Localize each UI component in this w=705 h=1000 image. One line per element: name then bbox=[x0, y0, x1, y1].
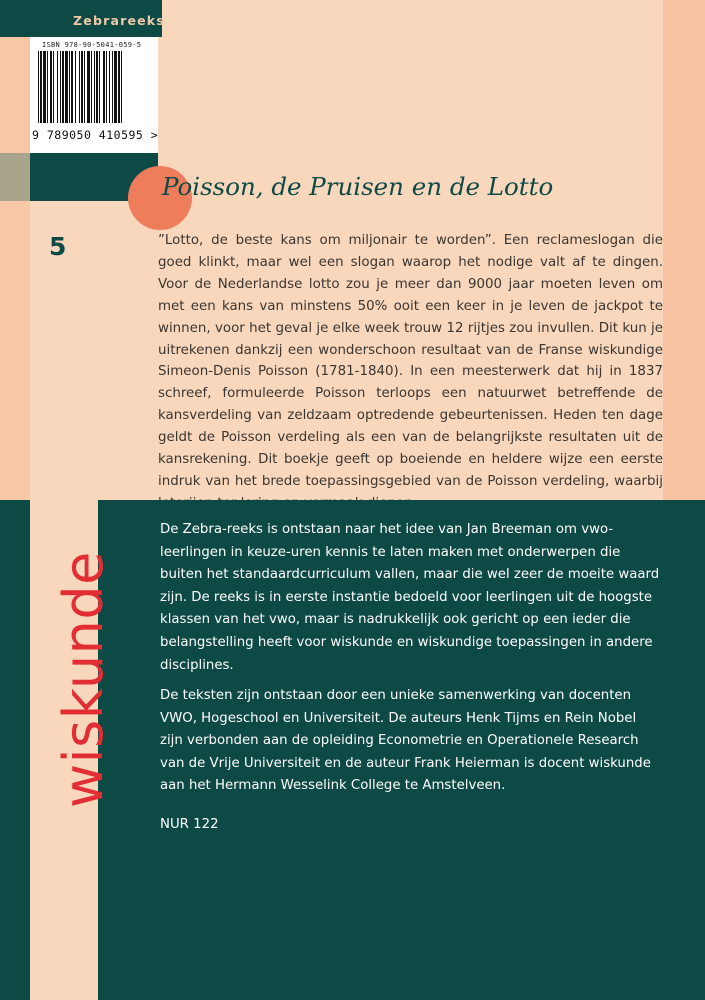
left-stripe bbox=[0, 0, 30, 500]
barcode-bar bbox=[53, 51, 54, 123]
barcode-bar bbox=[43, 51, 46, 123]
barcode-bar bbox=[60, 51, 61, 123]
barcode-bar bbox=[106, 51, 107, 123]
intro-text: ”Lotto, de beste kans om miljonair te worden”. Een reclameslogan die goed klinkt, maar wel een slogan waarop het nodige valt af te dingen. Voor de Nederlandse lotto zou je meer dan 9000 jaar moeten leven om met een kans van minstens 50% ooit een keer in je leven de jackpot te winnen, voor het geval je elke week trouw 12 rijtjes zou invullen. Dit kun je uitrekenen dankzij een wonderschoon resultaat van de Franse wiskundige Simeon-Denis Poisson (1781-1840). In een meesterwerk dat hij in 1837 schreef, formuleerde Poisson terloops een natuurwet betreffende de kansverdeling van zeldzaam optredende gebeurtenissen. Heden ten dage geldt de Poisson verdeling als een van de belangrijkste resultaten uit de kansrekening. Dit boekje geeft op boeiende en heldere wijze een eerste indruk van het brede toepassingsgebied van de Poisson verdeling, waarbij bbox=[158, 233, 663, 489]
volume-number: 5 bbox=[49, 232, 67, 261]
barcode-bar bbox=[57, 51, 58, 123]
barcode-bar bbox=[69, 51, 70, 123]
authors-description: De teksten zijn ontstaan door een unieke samenwerking van docenten VWO, Hogeschool en Universiteit. De auteurs Henk Tijms en Rein Nobel zijn verbonden aan de opleiding Econometrie en Operationele Research van de Vrije Universiteit en de auteur Frank Heierman is docent wiskunde aan het Hermann Wesselink College te Amstelveen. bbox=[160, 688, 651, 794]
barcode-bar bbox=[91, 51, 92, 123]
barcode-bar bbox=[87, 51, 90, 123]
subject-label: wiskunde bbox=[52, 551, 115, 808]
barcode-bar bbox=[84, 51, 85, 123]
barcode-bar bbox=[103, 51, 105, 123]
barcode-bar bbox=[94, 51, 95, 123]
barcode-bar bbox=[71, 51, 73, 123]
barcode-bar bbox=[50, 51, 52, 123]
series-label: Zebrareeks bbox=[73, 13, 165, 28]
barcode-bar bbox=[62, 51, 64, 123]
series-description: De Zebra-reeks is ontstaan naar het idee van Jan Breeman om vwo-leerlingen in keuze-uren kennis te laten maken met onderwerpen die buiten het standaardcurriculum vallen, maar die wel zeer de moeite waard zijn. De reeks is in eerste instantie bedoeld voor leerlingen uit de hoogste klassen van het vwo, maar is nadrukkelijk ook gericht op een ieder die belangstelling heeft voor wiskunde en wiskundige toepassingen in andere disciplines. bbox=[160, 522, 660, 673]
barcode-bar bbox=[81, 51, 83, 123]
right-stripe bbox=[663, 0, 705, 500]
isbn-text: ISBN 978-90-5041-059-5 bbox=[42, 41, 142, 49]
barcode-bar bbox=[79, 51, 80, 123]
barcode-bar bbox=[96, 51, 98, 123]
barcode-bar bbox=[65, 51, 68, 123]
barcode-bar bbox=[121, 51, 122, 123]
color-block bbox=[0, 201, 30, 249]
barcode-bar bbox=[38, 51, 39, 123]
barcode-bar bbox=[114, 51, 117, 123]
barcode-bar bbox=[99, 51, 100, 123]
barcode-digits: 9 789050 410595 > bbox=[32, 128, 159, 142]
barcode-bar bbox=[40, 51, 42, 123]
barcode-bar bbox=[109, 51, 110, 123]
barcode-bar bbox=[112, 51, 113, 123]
book-title: Poisson, de Pruisen en de Lotto bbox=[162, 172, 554, 201]
barcode-bar bbox=[118, 51, 120, 123]
nur-code: NUR 122 bbox=[160, 817, 219, 832]
barcode-bar bbox=[75, 51, 76, 123]
color-block bbox=[0, 153, 30, 201]
barcode-bar bbox=[47, 51, 48, 123]
barcode-icon bbox=[38, 51, 150, 125]
